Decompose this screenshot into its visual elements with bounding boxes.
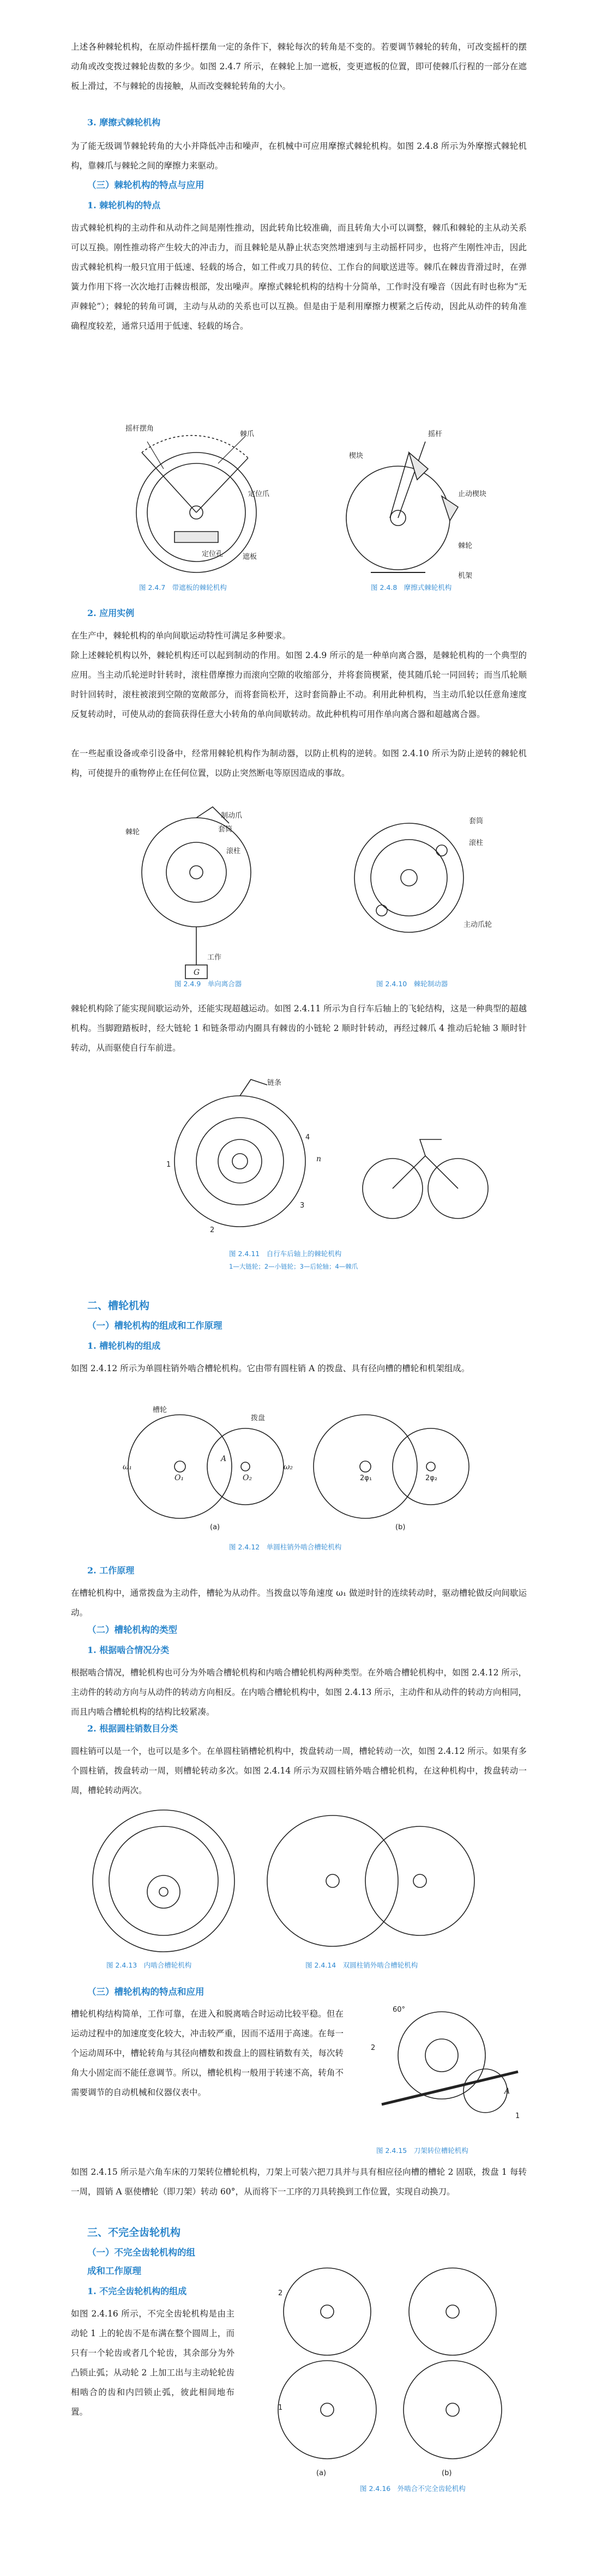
- heading-friction-ratchet: 3. 摩擦式棘轮机构: [87, 117, 161, 128]
- heading-geneva-features: （三）槽轮机构的特点和应用: [87, 1987, 204, 1997]
- label-o1: O₁: [174, 1474, 184, 1482]
- label-roller: 滚柱: [469, 839, 484, 847]
- figure-single-pin-geneva: [120, 1404, 480, 1529]
- heading-geneva-types: （二）槽轮机构的类型: [87, 1625, 177, 1635]
- figure-caption: 图 2.4.9 单向离合器: [174, 980, 242, 988]
- figure-caption: 图 2.4.12 单圆柱销外啮合槽轮机构: [229, 1543, 342, 1551]
- paragraph: 槽轮机构结构简单，工作可靠，在进入和脱离啮合时运动比较平稳。但在运动过程中的加速度变化较大，冲击较严重，因而不适用于高速。在每一个运动周环中，槽轮转角与其径向槽数和拨盘上的圆柱销数有关，每次转角大小固定而不能任意调节。所以，槽轮机构一般用于转速不高，转角不需要调节的自动机械和仪器仪表中。: [71, 2009, 344, 2097]
- label-shield: 遮板: [243, 553, 257, 561]
- label-workpiece: 工作: [207, 954, 222, 962]
- label-1: 1: [515, 2112, 520, 2120]
- figure-caption: 图 2.4.11 自行车后轴上的棘轮机构: [229, 1250, 342, 1258]
- heading-application: 2. 应用实例: [87, 608, 135, 618]
- label-2: 2: [371, 2044, 376, 2052]
- figure-ratchet-brake: [349, 801, 513, 976]
- figure-one-way-clutch: [115, 801, 294, 981]
- figure-ratchet-with-shield: [109, 420, 289, 589]
- figure-caption: 图 2.4.13 内啮合槽轮机构: [106, 1961, 192, 1969]
- label-pawl-block: 楔块: [349, 452, 364, 460]
- figure-caption: 图 2.4.16 外啮合不完全齿轮机构: [360, 2484, 466, 2493]
- figure-double-pin-geneva: [262, 1805, 502, 1963]
- label-chain: 链条: [267, 1079, 282, 1087]
- paragraph: 如图 2.4.15 所示是六角车床的刀架转位槽轮机构，刀架上可装六把刀具并与具有相应径向槽的槽轮 2 固联，拨盘 1 每转一周，圆销 A 驱使槽轮（即刀架）转动 60°，从而将下一工序的刀具转换到工作位置，实现自动换刀。: [71, 2167, 527, 2197]
- label-4: 4: [305, 1133, 310, 1142]
- label-pawl: 棘爪: [240, 430, 255, 438]
- paragraph: 根据啮合情况，槽轮机构也可分为外啮合槽轮机构和内啮合槽轮机构两种类型。在外啮合槽轮机构中，如图 2.4.12 所示，主动件的转动方向与从动件的转动方向相反。在内啮合槽轮机构中，如图 2.4.13 所示，主动件和从动件的转动方向相同，而且内啮合槽轮机构的结构比较紧凑。: [71, 1668, 527, 1717]
- label-locator-pawl: 定位爪: [248, 490, 270, 498]
- heading-geneva: 二、槽轮机构: [87, 1300, 150, 1312]
- heading-incomplete-gear: 三、不完全齿轮机构: [87, 2227, 181, 2239]
- paragraph: 为了能无级调节棘轮转角的大小并降低冲击和噪声，在机械中可应用摩擦式棘轮机构。如图 2.4.8 所示为外摩擦式棘轮机构，靠棘爪与棘轮之间的摩擦力来驱动。: [71, 141, 527, 171]
- figure-caption: 图 2.4.8 摩擦式棘轮机构: [371, 583, 452, 592]
- label-stop-block: 止动楔块: [458, 490, 487, 498]
- paragraph: 如图 2.4.16 所示，不完全齿轮机构是由主动轮 1 上的轮齿不是布满在整个圆周上，而只有一个轮齿或者几个轮齿，其余部分为外凸锁止弧；从动轮 2 上加工出与主动轮轮齿相啮合的齿和内凹锁止弧，彼此相间地布置。: [71, 2309, 234, 2417]
- label-slot-wheel: 槽轮: [153, 1406, 167, 1414]
- label-1: 1: [278, 2404, 283, 2412]
- label-1: 1: [166, 1161, 171, 1169]
- figure-friction-ratchet: [327, 420, 491, 583]
- heading-composition: 1. 槽轮机构的组成: [87, 1341, 161, 1351]
- figure-internal-geneva: [76, 1805, 251, 1963]
- label-frame: 机架: [458, 572, 473, 580]
- label-brake-pawl: 制动爪: [221, 812, 243, 820]
- paragraph: 圆柱销可以是一个，也可以是多个。在单圆柱销槽轮机构中，拨盘转动一周，槽轮转动一次，如图 2.4.12 所示。如果有多个圆柱销，拨盘转动一周，则槽轮转动多次。如图 2.4.14 所示为双圆柱销外啮合槽轮机构，在这种机构中，拨盘转动一周，槽轮转动两次。: [71, 1746, 527, 1795]
- label-o2: O₂: [243, 1474, 252, 1482]
- label-phi2: 2φ₂: [425, 1474, 438, 1482]
- label-omega1: ω₁: [123, 1463, 133, 1471]
- heading-working-principle: 2. 工作原理: [87, 1565, 135, 1576]
- heading-incomplete-gear-composition: 1. 不完全齿轮机构的组成: [87, 2286, 187, 2296]
- label-dial: 拨盘: [251, 1414, 266, 1422]
- figure-caption: 图 2.4.7 带遮板的棘轮机构: [139, 583, 227, 592]
- heading-features: 1. 棘轮机构的特点: [87, 200, 161, 210]
- figure-caption: 图 2.4.15 刀架转位槽轮机构: [376, 2146, 468, 2155]
- label-b: (b): [442, 2469, 452, 2477]
- figure-legend: 1—大链轮；2—小链轮；3—后轮轴；4—棘爪: [229, 1263, 358, 1270]
- label-g: G: [194, 968, 200, 977]
- heading-ratchet-features: （三）棘轮机构的特点与应用: [87, 180, 204, 190]
- label-roller: 滚柱: [226, 847, 241, 855]
- paragraph: 上述各种棘轮机构，在原动件摇杆摆角一定的条件下，棘轮每次的转角是不变的。若要调节棘轮的转角，可改变摇杆的摆动角或改变拨过棘轮齿数的多少。如图 2.4.7 所示，在棘轮上加一遮板，变更遮板的位置，即可使棘爪行程的一部分在遮板上滑过，不与棘轮的齿接触，从而改变棘轮转角的大小。: [71, 42, 527, 91]
- label-omega2: ω₂: [284, 1463, 293, 1471]
- label-rocker-angle: 摇杆摆角: [125, 425, 154, 433]
- label-rocker: 摇杆: [428, 430, 443, 438]
- label-sleeve: 套筒: [218, 825, 233, 834]
- label-sleeve: 套筒: [469, 817, 484, 825]
- label-angle: 60°: [393, 2006, 406, 2014]
- label-a: (a): [210, 1523, 220, 1531]
- figure-bicycle-freewheel: [158, 1079, 485, 1243]
- figure-tool-turret-geneva: [360, 1995, 534, 2137]
- label-a: A: [504, 2087, 510, 2096]
- paragraph: 齿式棘轮机构的主动件和从动件之间是刚性推动，因此转角比较准确，而且转角大小可以调整，棘爪和棘轮的主从动关系可以互换。刚性推动将产生较大的冲击力，而且棘轮是从静止状态突然增速到与主动摇杆同步，也将产生刚性冲击，因此齿式棘轮机构一般只宜用于低速、轻载的场合，如工件或刀具的转位、工作台的间歇送进等。棘爪在棘齿背滑过时，在弹簧力作用下将一次次地打击棘齿根部，发出噪声。摩擦式棘轮机构的结构十分简单，工作时没有噪音（因此有时也称为“无声棘轮”）；棘轮的转角可调，主动与从动的关系也可以互换。但是由于是利用摩擦力楔紧之后传动，因此从动件的转角准确程度较差，通常只适用于低速、轻载的场合。: [71, 223, 527, 331]
- paragraph: 如图 2.4.12 所示为单圆柱销外啮合槽轮机构。它由带有圆柱销 A 的拨盘、具有径向槽的槽轮和机架组成。: [71, 1364, 470, 1373]
- figure-caption: 图 2.4.10 棘轮制动器: [376, 980, 448, 988]
- heading-incomplete-gear-principle-2: 成和工作原理: [87, 2266, 141, 2276]
- label-ratchet: 棘轮: [458, 542, 473, 550]
- heading-geneva-composition: （一）槽轮机构的组成和工作原理: [87, 1320, 222, 1331]
- label-phi1: 2φ₁: [360, 1474, 372, 1482]
- heading-by-pins: 2. 根据圆柱销数目分类: [87, 1723, 178, 1734]
- heading-incomplete-gear-principle-1: （一）不完全齿轮机构的组: [87, 2247, 195, 2258]
- label-3: 3: [300, 1202, 305, 1210]
- label-2: 2: [278, 2289, 283, 2297]
- label-pin-a: A: [221, 1455, 227, 1463]
- label-driving-pawl: 主动爪轮: [463, 921, 492, 929]
- paragraph: 除上述棘轮机构以外，棘轮机构还可以起到制动的作用。如图 2.4.9 所示的是一种单向离合器，是棘轮机构的一个典型的应用。当主动爪轮逆时针转时，滚柱借摩擦力而滚向空隙的收缩部分，并将套筒楔紧，使其随爪轮一同回转；而当爪轮顺时针回转时，滚柱被滚到空隙的宽敞部分，而将套筒松开，这时套筒静止不动。利用此种机构，当主动爪轮以任意角速度反复转动时，可使从动的套筒获得任意大小转角的单向间歇转动。故此种机构可用作单向离合器和超越离合器。: [71, 650, 527, 719]
- label-a: (a): [316, 2469, 327, 2477]
- label-b: (b): [395, 1523, 406, 1531]
- ratchet-wheel: [136, 436, 256, 572]
- paragraph: 在一些起重设备或牵引设备中，经常用棘轮机构作为制动器，以防止机构的逆转。如图 2.4.10 所示为防止逆转的棘轮机构，可使提升的重物停止在任何位置，以防止突然断电等原因造成的事故。: [71, 749, 527, 778]
- label-pawl-wheel: 棘轮: [125, 828, 140, 836]
- label-2: 2: [210, 1226, 215, 1234]
- paragraph: 棘轮机构除了能实现间歇运动外，还能实现超越运动。如图 2.4.11 所示为自行车后轴上的飞轮结构，这是一种典型的超越机构。当脚蹬踏板时，经大链轮 1 和链条带动内圈具有棘齿的小链轮 2 顺时针转动，再经过棘爪 4 推动后轮轴 3 顺时针转动，从而驱使自行车前进。: [71, 1004, 527, 1053]
- paragraph: 在生产中，棘轮机构的单向间歇运动特性可满足多种要求。: [71, 631, 291, 641]
- label-locator-pin: 定位孔: [202, 550, 224, 558]
- heading-by-meshing: 1. 根据啮合情况分类: [87, 1645, 170, 1655]
- figure-caption: 图 2.4.14 双圆柱销外啮合槽轮机构: [305, 1961, 418, 1969]
- paragraph: 在槽轮机构中，通常拨盘为主动件，槽轮为从动件。当拨盘以等角速度 ω₁ 做逆时针的连续转动时，驱动槽轮做反向间歇运动。: [71, 1588, 527, 1618]
- label-n: n: [316, 1155, 322, 1163]
